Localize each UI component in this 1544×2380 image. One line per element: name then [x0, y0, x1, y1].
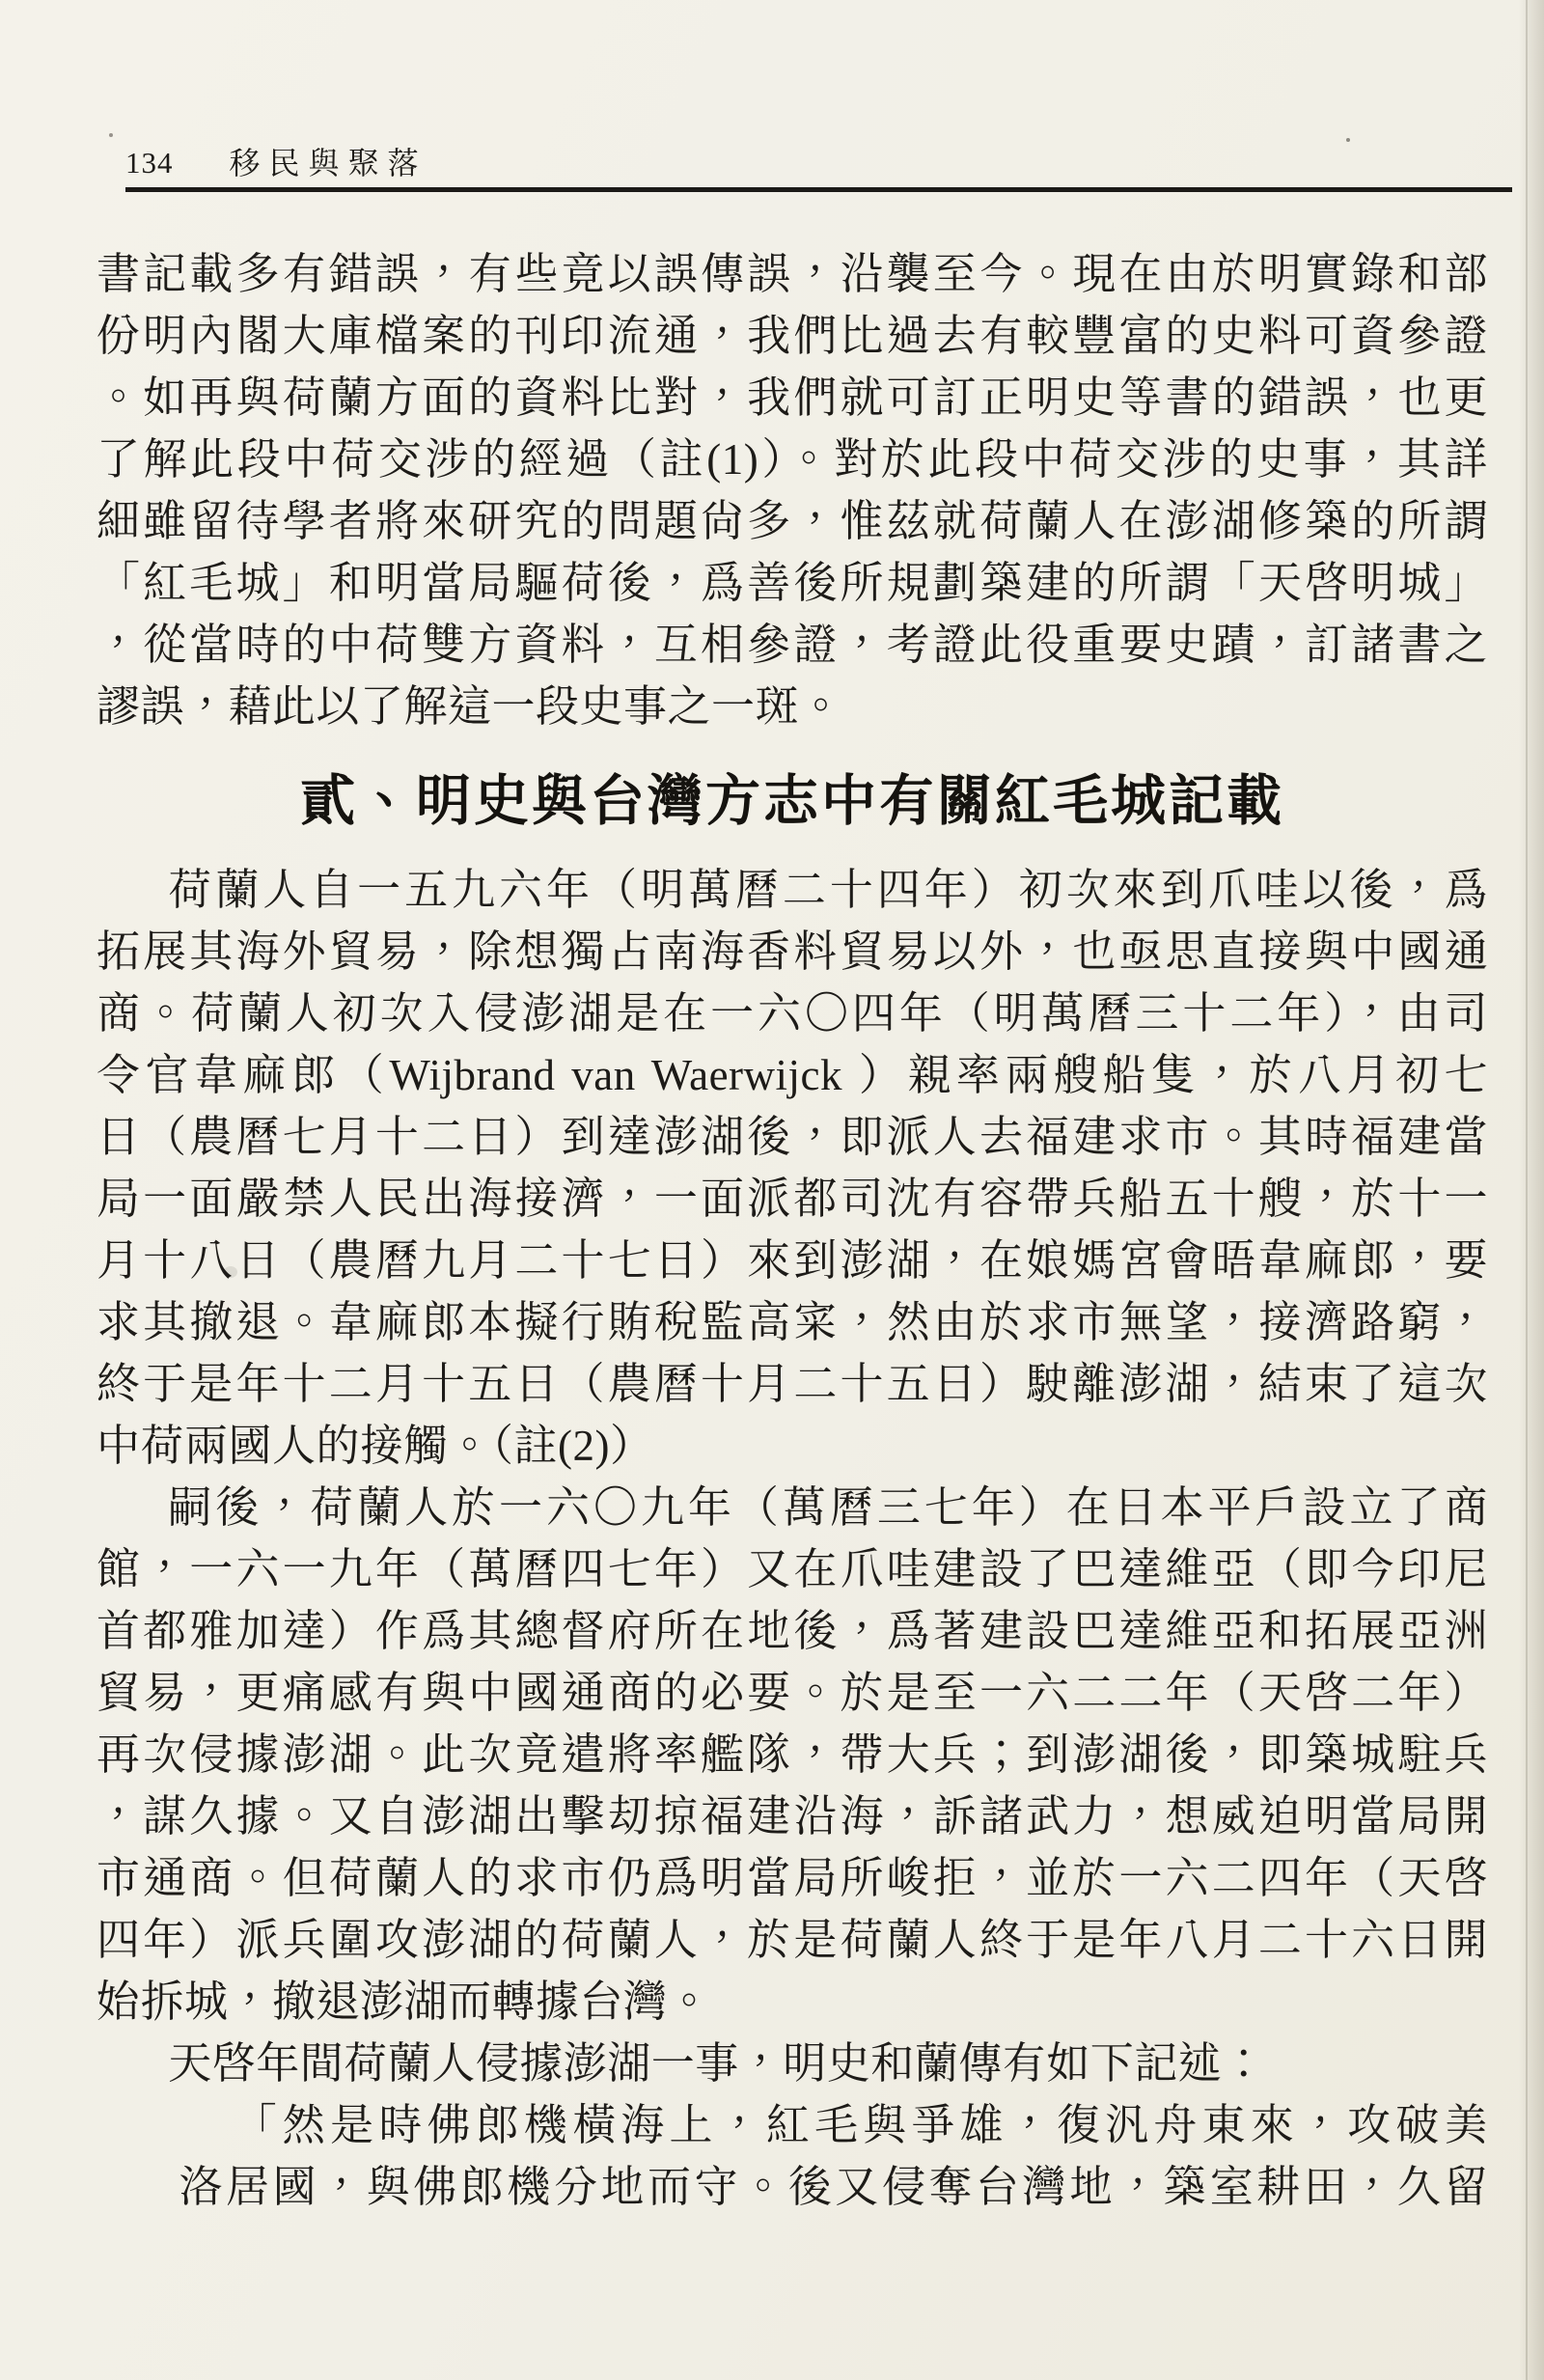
text-line: 天啓年間荷蘭人侵據澎湖一事，明史和蘭傳有如下記述：	[168, 2039, 1266, 2088]
text-line: 商。荷蘭人初次入侵澎湖是在一六〇四年（明萬曆三十二年），由司	[96, 989, 1488, 1038]
page-number: 134	[125, 146, 174, 180]
para-mingshi-quote	[96, 2094, 1488, 2218]
text-line: 「然是時佛郎機橫海上，紅毛與爭雄，復汎舟東來，攻破美	[233, 2101, 1488, 2149]
para-mingshi-intro	[96, 2033, 1488, 2094]
para-second-occupation	[96, 1477, 1488, 2033]
page-header	[125, 147, 1512, 192]
text-line: 書記載多有錯誤，有些竟以誤傳誤，沿襲至今。現在由於明實錄和部	[96, 250, 1488, 298]
text-line: 局一面嚴禁人民出海接濟，一面派都司沈有容帶兵船五十艘，於十一	[96, 1175, 1488, 1223]
text-line: 首都雅加達）作爲其總督府所在地後，爲著建設巴達維亞和拓展亞洲	[96, 1607, 1488, 1655]
running-title: 移民與聚落	[229, 146, 427, 180]
text-line: 終于是年十二月十五日（農曆十月二十五日）駛離澎湖，結束了這次	[96, 1360, 1488, 1408]
text-line: 荷蘭人自一五九六年（明萬曆二十四年）初次來到爪哇以後，爲	[168, 866, 1488, 914]
text-line: 了解此段中荷交涉的經過（註(1)）。對於此段中荷交涉的史事，其詳	[96, 435, 1488, 484]
text-line: 再次侵據澎湖。此次竟遣將率艦隊，帶大兵；到澎湖後，即築城駐兵	[96, 1730, 1488, 1779]
text-line: 日（農曆七月十二日）到達澎湖後，即派人去福建求市。其時福建當	[96, 1113, 1488, 1161]
text-line: 貿易，更痛感有與中國通商的必要。於是至一六二二年（天啓二年）	[96, 1669, 1488, 1717]
text-line: 份明內閣大庫檔案的刊印流通，我們比過去有較豐富的史料可資參證	[96, 312, 1488, 360]
text-line: 中荷兩國人的接觸。（註(2)）	[96, 1422, 654, 1470]
scan-speck	[109, 133, 113, 137]
text-line: 拓展其海外貿易，除想獨占南海香料貿易以外，也亟思直接與中國通	[96, 927, 1488, 976]
text-line: 始拆城，撤退澎湖而轉據台灣。	[96, 1978, 712, 2026]
text-line: 「紅毛城」和明當局驅荷後，爲善後所規劃築建的所謂「天啓明城」	[96, 559, 1488, 607]
text-line: 。如再與荷蘭方面的資料比對，我們就可訂正明史等書的錯誤，也更	[96, 374, 1488, 422]
text-line: 細雖留待學者將來研究的問題尙多，惟茲就荷蘭人在澎湖修築的所謂	[96, 497, 1488, 545]
text-line: 四年）派兵圍攻澎湖的荷蘭人，於是荷蘭人終于是年八月二十六日開	[96, 1916, 1488, 1964]
text-line: 月十八日（農曆九月二十七日）來到澎湖，在娘媽宮會晤韋麻郎，要	[96, 1236, 1488, 1285]
page-body	[96, 243, 1488, 2218]
text-line: 館，一六一九年（萬曆四七年）又在爪哇建設了巴達維亞（即今印尼	[96, 1545, 1488, 1593]
scan-speck	[1346, 138, 1350, 142]
scan-edge-shadow	[1519, 0, 1544, 2380]
scan-edge-line	[1526, 0, 1528, 2380]
para-first-dutch-contact	[96, 859, 1488, 1477]
text-line: 洛居國，與佛郎機分地而守。後又侵奪台灣地，築室耕田，久留	[179, 2163, 1488, 2211]
text-line: ，從當時的中荷雙方資料，互相參證，考證此役重要史蹟，訂諸書之	[96, 621, 1488, 669]
text-line: 求其撤退。韋麻郎本擬行賄稅監高寀，然由於求市無望，接濟路窮，	[96, 1298, 1488, 1346]
text-line: 市通商。但荷蘭人的求市仍爲明當局所峻拒，並於一六二四年（天啓	[96, 1854, 1488, 1902]
text-line: 嗣後，荷蘭人於一六〇九年（萬曆三七年）在日本平戶設立了商	[168, 1483, 1488, 1532]
text-line: 令官韋麻郎（Wijbrand van Waerwijck ）親率兩艘船隻，於八月初七	[96, 1051, 1488, 1099]
text-line: 謬誤，藉此以了解這一段史事之一斑。	[96, 682, 843, 731]
section-heading: 貳、明史與台灣方志中有關紅毛城記載	[300, 770, 1284, 832]
para-opening	[96, 243, 1488, 737]
text-line: ，謀久據。又自澎湖出擊刧掠福建沿海，訴諸武力，想威迫明當局開	[96, 1792, 1488, 1840]
